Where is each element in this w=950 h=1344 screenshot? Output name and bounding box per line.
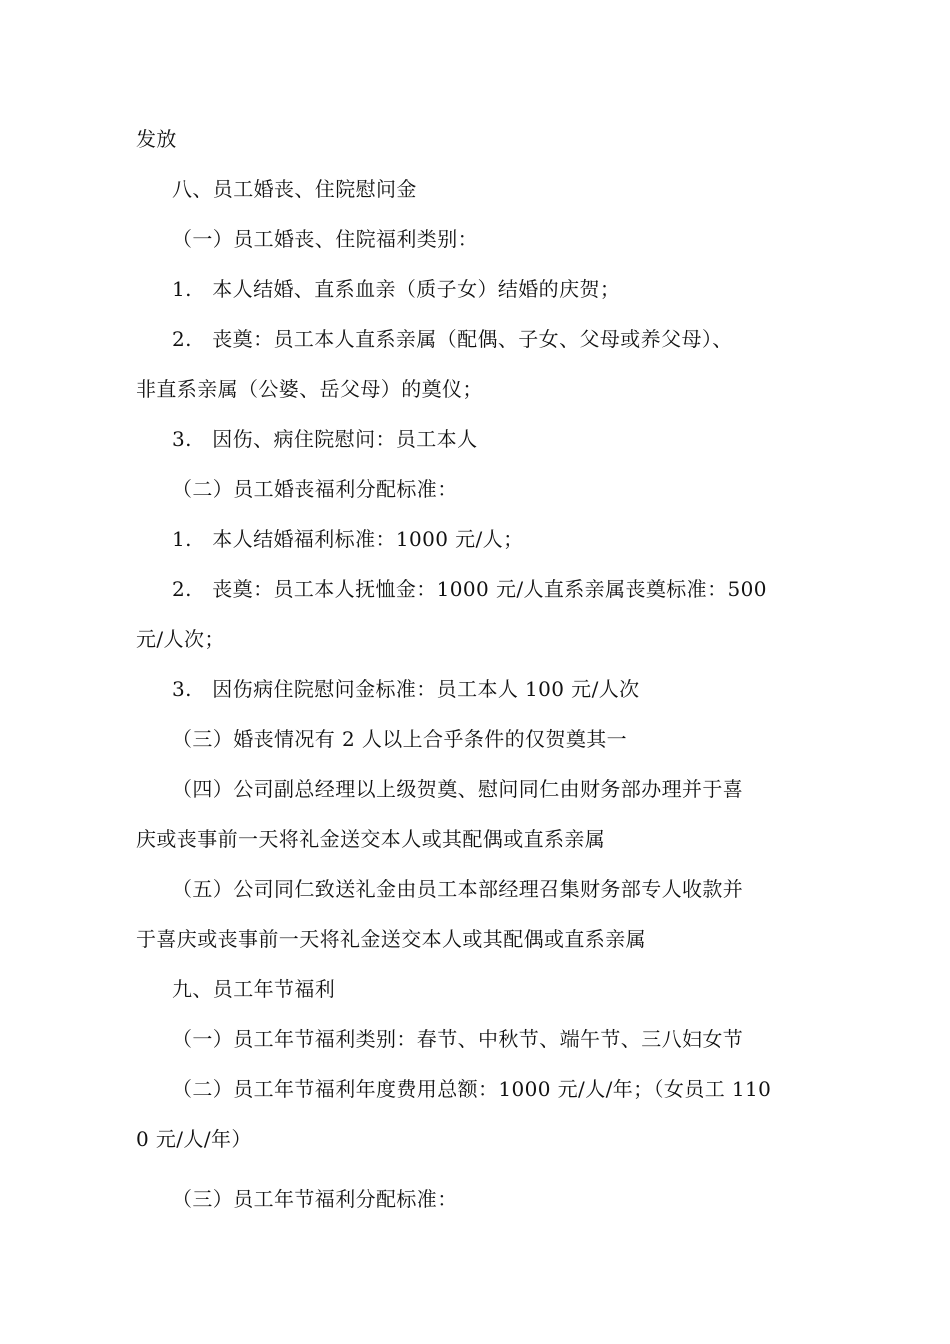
text-line: 庆或丧事前一天将礼金送交本人或其配偶或直系亲属 bbox=[136, 827, 606, 851]
subsection-heading: （二）员工婚丧福利分配标准： bbox=[172, 477, 458, 501]
list-item: 1. 本人结婚福利标准：1000 元/人； bbox=[172, 527, 524, 551]
subsection-heading: （五）公司同仁致送礼金由员工本部经理召集财务部专人收款并 bbox=[172, 877, 744, 901]
list-item: 3. 因伤、病住院慰问：员工本人 bbox=[172, 427, 478, 451]
subsection-heading: （一）员工婚丧、住院福利类别： bbox=[172, 227, 478, 251]
subsection-heading: （二）员工年节福利年度费用总额：1000 元/人/年；（女员工 110 bbox=[172, 1077, 772, 1101]
section-heading: 八、员工婚丧、住院慰问金 bbox=[172, 177, 417, 201]
list-item: 3. 因伤病住院慰问金标准：员工本人 100 元/人次 bbox=[172, 677, 640, 701]
text-line: 于喜庆或丧事前一天将礼金送交本人或其配偶或直系亲属 bbox=[136, 927, 646, 951]
subsection-heading: （三）婚丧情况有 2 人以上合乎条件的仅贺奠其一 bbox=[172, 727, 628, 751]
subsection-heading: （一）员工年节福利类别：春节、中秋节、端午节、三八妇女节 bbox=[172, 1027, 744, 1051]
section-heading: 九、员工年节福利 bbox=[172, 977, 336, 1001]
list-item: 1. 本人结婚、直系血亲（质子女）结婚的庆贺； bbox=[172, 277, 621, 301]
text-line: 元/人次； bbox=[136, 627, 225, 651]
subsection-heading: （三）员工年节福利分配标准： bbox=[172, 1187, 458, 1211]
text-line: 发放 bbox=[136, 127, 177, 151]
text-line: 非直系亲属（公婆、岳父母）的奠仪； bbox=[136, 377, 483, 401]
list-item: 2. 丧奠：员工本人抚恤金：1000 元/人直系亲属丧奠标准：500 bbox=[172, 577, 767, 601]
text-line: 0 元/人/年） bbox=[136, 1127, 252, 1151]
list-item: 2. 丧奠：员工本人直系亲属（配偶、子女、父母或养父母）、 bbox=[172, 327, 733, 351]
subsection-heading: （四）公司副总经理以上级贺奠、慰问同仁由财务部办理并于喜 bbox=[172, 777, 744, 801]
